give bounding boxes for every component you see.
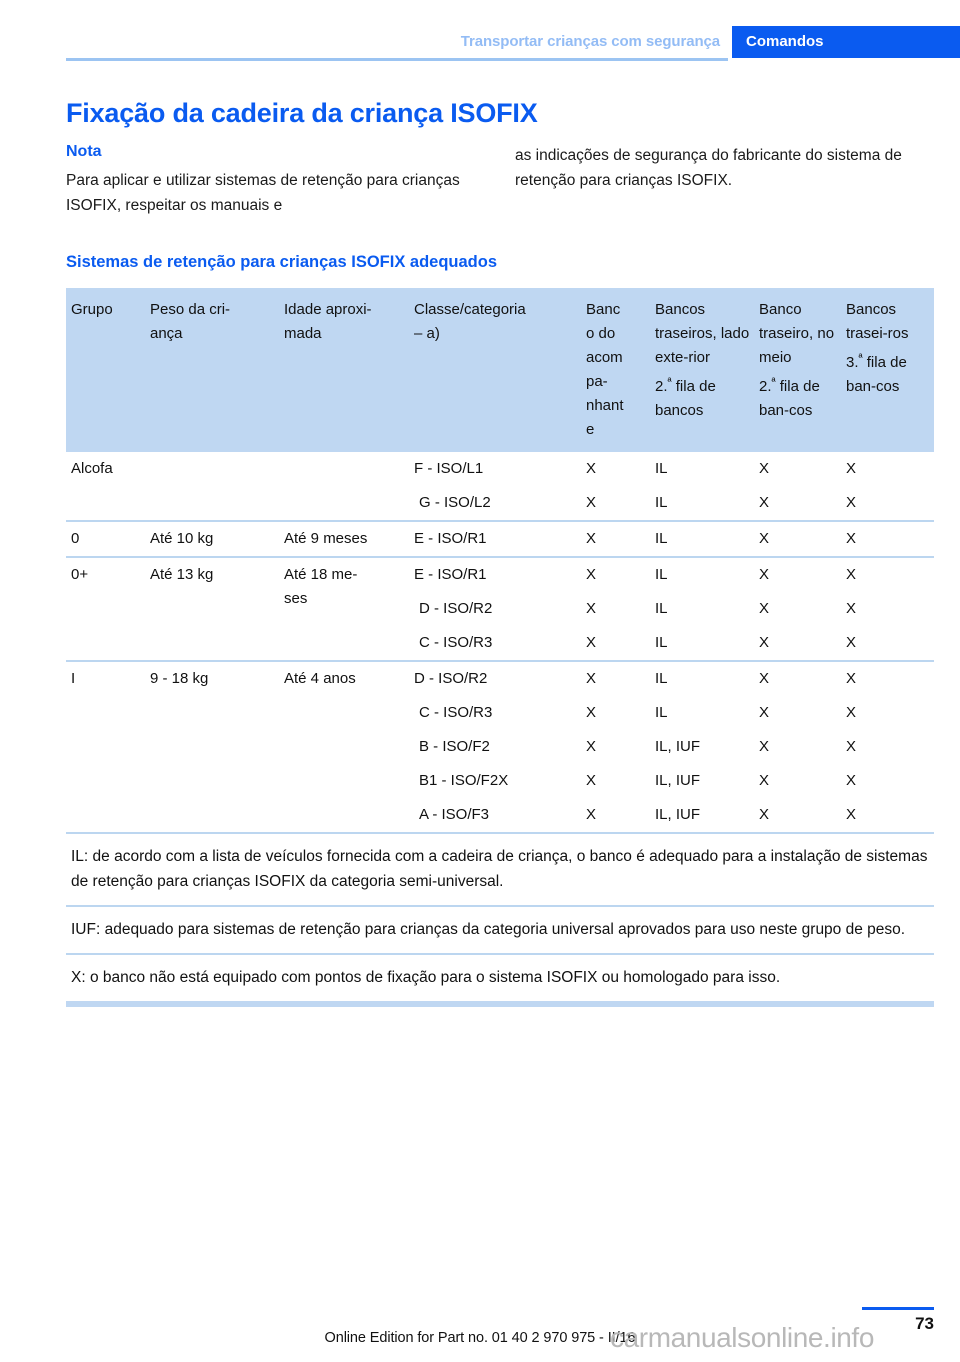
cell-bancos-traseiros-3fila: X bbox=[846, 806, 857, 823]
col-header-tras-line1: Bancos trasei-ros bbox=[846, 301, 909, 342]
cell-banco-traseiro-meio: X bbox=[759, 600, 770, 617]
page-content bbox=[66, 96, 934, 1007]
cell-bancos-traseiros-exterior: IL bbox=[655, 521, 759, 557]
cell-bancos-traseiros-exterior: IL, IUF bbox=[655, 738, 701, 755]
cell-bancos-traseiros-3fila: X bbox=[846, 460, 857, 477]
cell-bancos-traseiros-exterior: IL bbox=[655, 634, 668, 651]
cell-bancos-traseiros-3fila: X bbox=[846, 494, 857, 511]
cell-banco-acompanhante: X bbox=[586, 521, 655, 557]
cell-banco-traseiro-meio: X bbox=[759, 704, 770, 721]
cell-bancos-traseiros-exterior: IL bbox=[655, 600, 668, 617]
cell-grupo: 0 bbox=[66, 521, 150, 557]
watermark: carmanualsonline.info bbox=[610, 1322, 874, 1353]
cell-banco-traseiro-meio: X bbox=[759, 772, 770, 789]
cell-banco-acompanhante: X bbox=[586, 772, 597, 789]
cell-classe: D - ISO/R2 bbox=[419, 600, 493, 617]
online-edition-notice: Online Edition for Part no. 01 40 2 970 975 - II/16 bbox=[324, 1330, 636, 1346]
cell-peso: Até 10 kg bbox=[150, 521, 284, 557]
cell-banco-acompanhante: X bbox=[586, 661, 655, 696]
cell-grupo: I bbox=[66, 661, 150, 832]
cell-bancos-traseiros-exterior: IL bbox=[655, 557, 759, 592]
col-header-banco-traseiro-meio bbox=[759, 288, 846, 452]
table-row bbox=[66, 557, 934, 592]
table-row bbox=[66, 452, 934, 486]
cell-bancos-traseiros-exterior: IL bbox=[655, 661, 759, 696]
col-header-meio-line1: Banco traseiro, no meio bbox=[759, 301, 835, 366]
col-header-ext-line2: 2.$^ª$ fila de bancos bbox=[655, 376, 716, 419]
col-header-classe: Classe/categoria – a) bbox=[414, 301, 526, 342]
nota-text-left: Para aplicar e utilizar sistemas de retenção para crianças ISOFIX, respeitar os manuais e bbox=[66, 172, 460, 214]
cell-classe: F - ISO/L1 bbox=[414, 460, 484, 477]
table-header bbox=[66, 288, 934, 452]
cell-bancos-traseiros-exterior: IL, IUF bbox=[655, 806, 701, 823]
cell-banco-traseiro-meio: X bbox=[759, 806, 770, 823]
cell-classe: D - ISO/R2 bbox=[414, 661, 586, 696]
cell-idade: Até 18 me- ses bbox=[284, 557, 414, 661]
cell-banco-traseiro-meio: X bbox=[759, 634, 770, 651]
running-header bbox=[0, 0, 960, 74]
cell-bancos-traseiros-3fila: X bbox=[846, 634, 857, 651]
col-header-ext-line1: Bancos traseiros, lado exte-rior bbox=[655, 301, 750, 366]
cell-classe: G - ISO/L2 bbox=[419, 494, 491, 511]
isofix-table bbox=[66, 288, 934, 832]
cell-grupo: 0+ bbox=[66, 557, 150, 661]
col-header-tras-line2: 3.$^ª$ fila de ban-cos bbox=[846, 352, 907, 395]
col-header-meio-line2: 2.$^ª$ fila de ban-cos bbox=[759, 376, 820, 419]
col-header-banco-acompanhante: Banc o do acom pa- nhant e bbox=[586, 301, 624, 438]
cell-banco-traseiro-meio: X bbox=[759, 521, 846, 557]
cell-classe: A - ISO/F3 bbox=[419, 806, 490, 823]
col-header-idade: Idade aproxi- mada bbox=[284, 301, 372, 342]
cell-banco-acompanhante: X bbox=[586, 494, 597, 511]
col-header-peso: Peso da cri- ança bbox=[150, 301, 231, 342]
cell-classe: E - ISO/R1 bbox=[414, 521, 586, 557]
cell-banco-traseiro-meio: X bbox=[759, 738, 770, 755]
breadcrumb-section: Comandos bbox=[732, 26, 960, 58]
page-number: 73 bbox=[915, 1314, 934, 1333]
cell-bancos-traseiros-exterior: IL bbox=[655, 460, 668, 477]
footnote-x: X: o banco não está equipado com pontos de fixação para o sistema ISOFIX ou homologado para isso. bbox=[66, 953, 934, 1001]
cell-classe: C - ISO/R3 bbox=[419, 704, 493, 721]
intro-two-column bbox=[66, 141, 934, 218]
table-header-row bbox=[66, 288, 934, 452]
cell-peso: 9 - 18 kg bbox=[150, 661, 284, 832]
cell-banco-acompanhante: X bbox=[586, 704, 597, 721]
table-body bbox=[66, 452, 934, 832]
cell-bancos-traseiros-3fila: X bbox=[846, 772, 857, 789]
cell-grupo: Alcofa bbox=[71, 460, 113, 477]
cell-classe: B1 - ISO/F2X bbox=[419, 772, 509, 789]
footnote-il: IL: de acordo com a lista de veículos fornecida com a cadeira de criança, o banco é adequado para a instalação de sistemas de retenção para crianças ISOFIX da categoria semi-universal. bbox=[66, 832, 934, 905]
cell-classe: C - ISO/R3 bbox=[419, 634, 493, 651]
footnotes bbox=[66, 832, 934, 1007]
col-header-grupo: Grupo bbox=[71, 301, 113, 318]
cell-classe: E - ISO/R1 bbox=[414, 557, 586, 592]
footer-divider bbox=[862, 1307, 934, 1310]
cell-banco-acompanhante: X bbox=[586, 634, 597, 651]
cell-bancos-traseiros-exterior: IL bbox=[655, 494, 668, 511]
cell-bancos-traseiros-3fila: X bbox=[846, 521, 934, 557]
cell-bancos-traseiros-3fila: X bbox=[846, 661, 934, 696]
cell-banco-traseiro-meio: X bbox=[759, 494, 770, 511]
col-header-bancos-traseiros-3fila bbox=[846, 288, 934, 452]
cell-banco-traseiro-meio: X bbox=[759, 557, 846, 592]
intro-left-column bbox=[66, 141, 484, 218]
cell-bancos-traseiros-3fila: X bbox=[846, 704, 857, 721]
cell-banco-traseiro-meio: X bbox=[759, 661, 846, 696]
cell-bancos-traseiros-exterior: IL, IUF bbox=[655, 772, 701, 789]
cell-banco-acompanhante: X bbox=[586, 738, 597, 755]
col-header-bancos-traseiros-exterior bbox=[655, 288, 759, 452]
nota-text-right: as indicações de segurança do fabricante do sistema de retenção para crianças ISOFIX. bbox=[515, 147, 902, 189]
section-heading: Sistemas de retenção para crianças ISOFIX adequados bbox=[66, 253, 498, 271]
cell-bancos-traseiros-3fila: X bbox=[846, 600, 857, 617]
page-title: Fixação da cadeira da criança ISOFIX bbox=[66, 98, 538, 128]
cell-idade: Até 4 anos bbox=[284, 661, 414, 832]
table-row bbox=[66, 661, 934, 696]
cell-bancos-traseiros-exterior: IL bbox=[655, 704, 668, 721]
cell-bancos-traseiros-3fila: X bbox=[846, 738, 857, 755]
cell-peso bbox=[150, 452, 284, 521]
cell-bancos-traseiros-3fila: X bbox=[846, 557, 934, 592]
footnote-iuf: IUF: adequado para sistemas de retenção para crianças da categoria universal aprovados para uso neste grupo de peso. bbox=[66, 905, 934, 953]
cell-banco-acompanhante: X bbox=[586, 600, 597, 617]
intro-right-column bbox=[515, 141, 933, 218]
cell-idade bbox=[284, 452, 414, 521]
breadcrumb-chapter: Transportar crianças com segurança bbox=[460, 33, 720, 50]
cell-banco-acompanhante: X bbox=[586, 557, 655, 592]
cell-classe: B - ISO/F2 bbox=[419, 738, 490, 755]
footnotes-bottom-bar bbox=[66, 1001, 934, 1007]
cell-peso: Até 13 kg bbox=[150, 557, 284, 661]
cell-banco-acompanhante: X bbox=[586, 460, 597, 477]
nota-heading: Nota bbox=[66, 143, 102, 160]
header-divider bbox=[66, 58, 728, 61]
running-header-row bbox=[0, 26, 960, 58]
table-row bbox=[66, 521, 934, 557]
cell-banco-traseiro-meio: X bbox=[759, 460, 770, 477]
cell-idade: Até 9 meses bbox=[284, 521, 414, 557]
cell-banco-acompanhante: X bbox=[586, 806, 597, 823]
